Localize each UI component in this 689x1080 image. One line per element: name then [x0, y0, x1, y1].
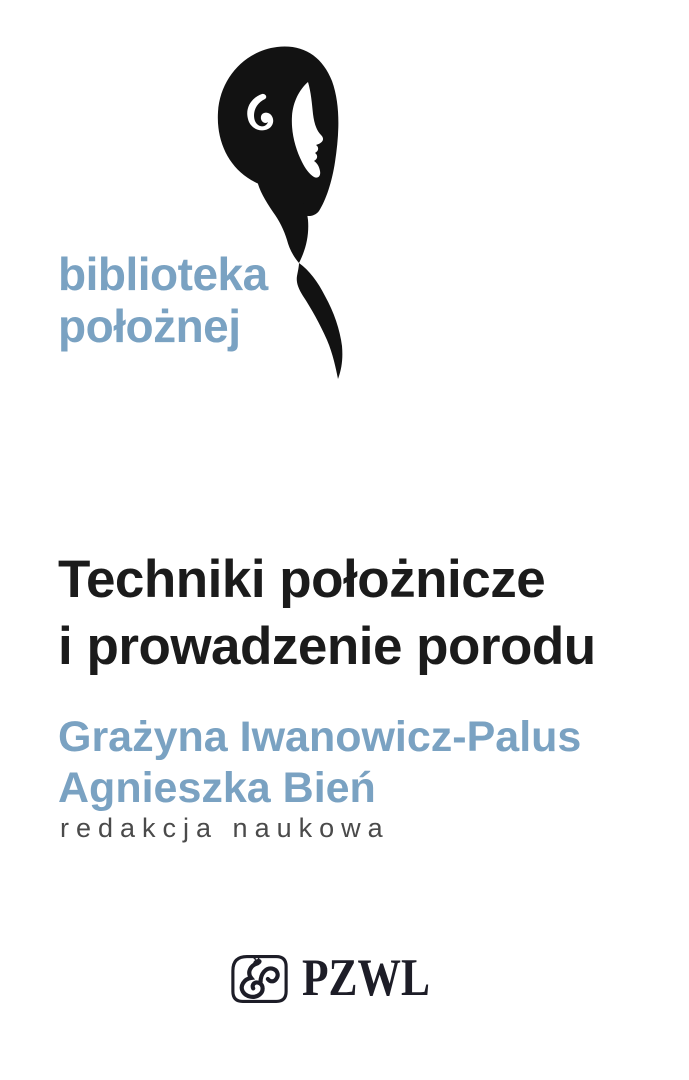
authors	[58, 712, 581, 814]
publisher-logo	[0, 949, 689, 1007]
book-title	[58, 546, 596, 680]
editors-note: redakcja naukowa	[60, 813, 390, 843]
book-title-line2: i prowadzenie porodu	[58, 617, 596, 676]
book-title-line1: Techniki położnicze	[58, 550, 546, 609]
series-name-line1: biblioteka	[58, 248, 268, 300]
author-name: Agnieszka Bień	[58, 764, 376, 812]
publisher-name: PZWL	[301, 949, 430, 1007]
author-name: Grażyna Iwanowicz-Palus	[58, 713, 582, 761]
series-name-line2: położnej	[58, 300, 241, 352]
pzwl-snake-emblem-icon	[231, 955, 288, 1003]
series-name	[58, 248, 268, 352]
